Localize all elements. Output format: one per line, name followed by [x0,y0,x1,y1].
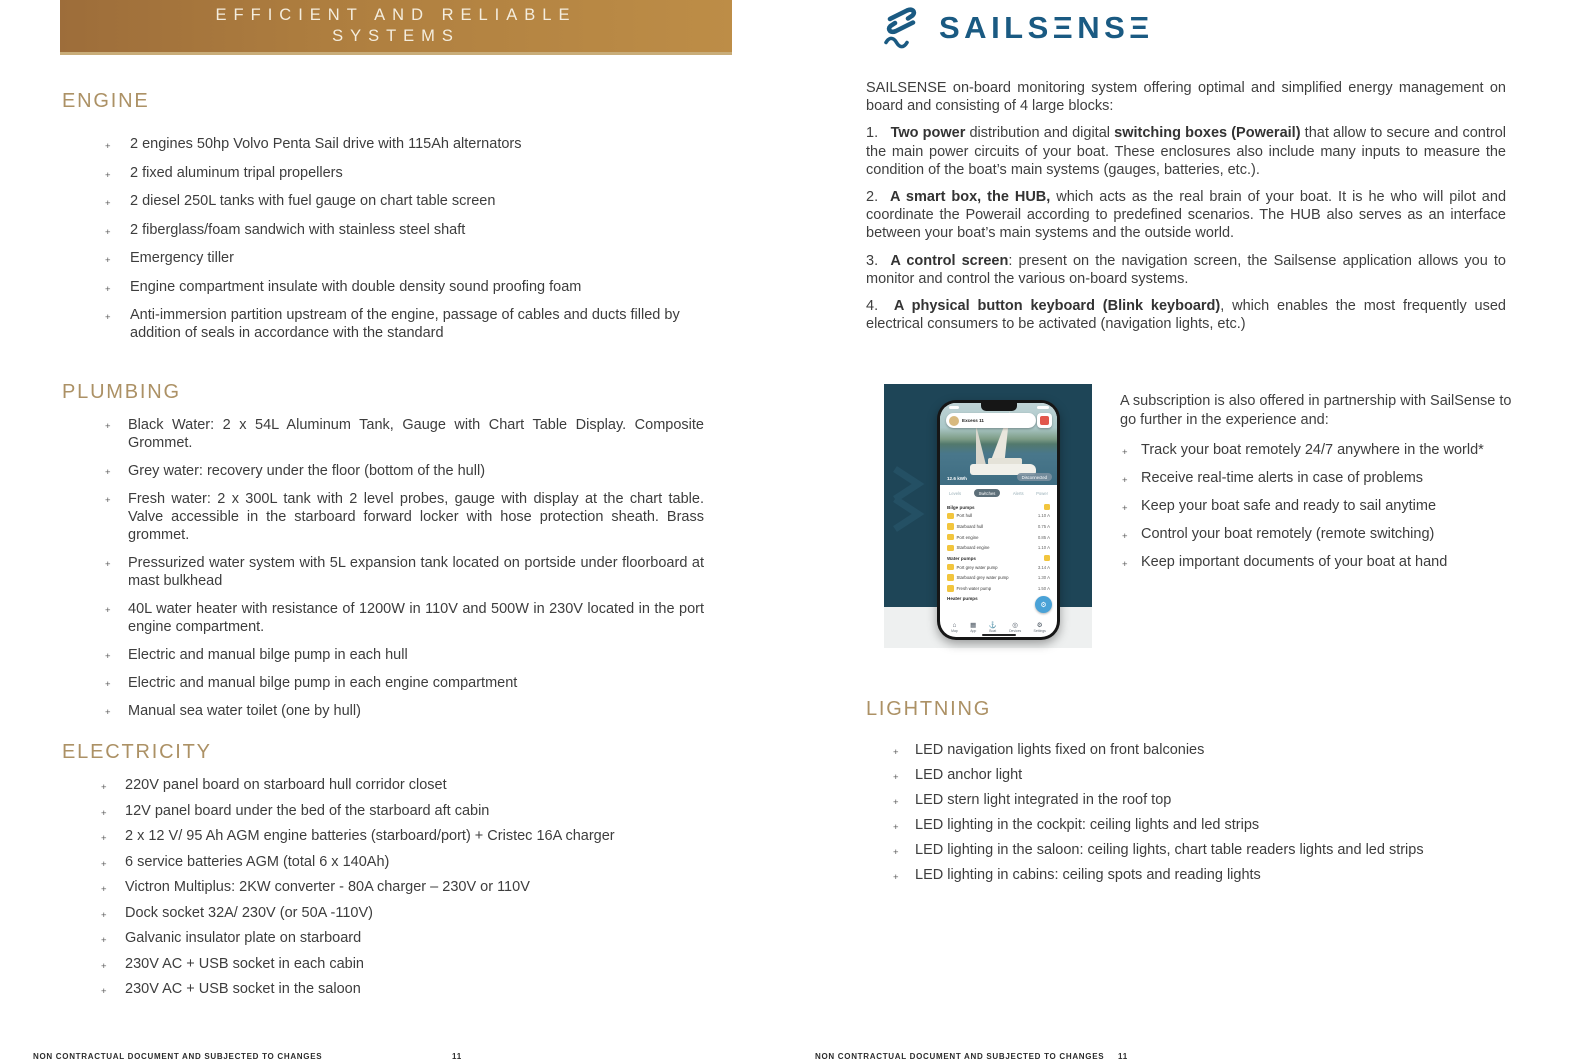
gear-icon: ⚙ [1036,622,1043,629]
list-item: + 230V AC + USB socket in the saloon [62,981,704,998]
nav-map: ⌂ Map [951,622,958,633]
pump-icon [947,545,954,552]
app-list-row [947,545,1050,552]
floating-action-button: ⚙ [1035,596,1052,613]
app-list-row [947,513,1050,520]
section-title-lightning: LIGHTNING [866,698,992,720]
row-value: 0.85 A [1037,534,1050,540]
list-item: + LED lighting in the cockpit: ceiling lights and led strips [866,817,1526,834]
section-electricity [62,741,704,1007]
smartphone [937,400,1060,640]
row-label: Starboard grey water pump [956,575,1009,581]
list-item: + LED lighting in cabins: ceiling spots and reading lights [866,867,1526,884]
bilge-pump-rows [947,513,1050,552]
footer-right-page: 11 [1118,1052,1128,1059]
boat-name: Excess 11 [962,418,984,423]
engine-list [62,136,704,342]
section-label: Bilge pumps [947,504,975,510]
sailsense-block-2: 2. A smart box, the HUB, which acts as the real brain of your boat. It is he who will pilot and coordinate the Powerail according to predefined scenarios. The HUB also serves as an interface between your boat’s main systems and the outside world. [866,189,1507,242]
app-section-header [947,555,1050,561]
app-tabs [940,485,1057,499]
list-item: + Victron Multiplus: 2KW converter - 80A charger – 230V or 110V [62,879,704,896]
list-item: + 2 fixed aluminum tripal propellers [62,165,704,183]
list-item: + Keep important documents of your boat at hand [1120,554,1512,572]
list-item: + Manual sea water toilet (one by hull) [62,702,704,720]
lightning-list [866,742,1526,884]
footer-right-text: NON CONTRACTUAL DOCUMENT AND SUBJECTED TO CHANGES [815,1052,1105,1059]
pump-icon [947,585,954,592]
section-lightning [866,698,1526,892]
section-title-electricity: ELECTRICITY [62,741,212,763]
app-list-row [947,574,1050,581]
phone-notch [981,403,1017,411]
list-item: + Pressurized water system with 5L expansion tank located on portside under floorboard at mast bulkhead [62,554,704,590]
app-bottom-nav [940,622,1057,633]
section-title-engine: ENGINE [62,90,150,112]
list-item: + Engine compartment insulate with double density sound proofing foam [62,279,704,297]
pump-icon [947,513,954,520]
list-item: + Emergency tiller [62,250,704,268]
nav-settings: ⚙ Settings [1033,622,1046,633]
list-item: + Electric and manual bilge pump in each hull [62,646,704,664]
subscription-intro: A subscription is also offered in partnership with SailSense to go further in the experience and: [1120,393,1512,428]
footer-left-page: 11 [452,1052,462,1059]
boat-profile-pill [946,413,1036,428]
connection-status-pill: Disconnected [1017,473,1052,481]
list-item: + LED anchor light [866,767,1526,784]
list-item: + LED lighting in the saloon: ceiling lights, chart table readers lights and led strips [866,842,1526,859]
list-item: + 12V panel board under the bed of the starboard aft cabin [62,803,704,820]
sailsense-logo [878,5,1154,51]
app-list-row [947,585,1050,592]
sailsense-description [866,79,1506,342]
list-item: + 220V panel board on starboard hull corridor closet [62,777,704,794]
tab-levels: Levels [949,490,962,496]
energy-readout: 12.6 kWh [947,476,967,481]
list-item: + Dock socket 32A/ 230V (or 50A -110V) [62,905,704,922]
row-label: Fresh water pump [956,585,992,591]
app-promo-card [884,384,1092,648]
subscription-list [1120,442,1512,572]
list-item: + 230V AC + USB socket in each cabin [62,956,704,973]
list-item: + Electric and manual bilge pump in each engine compartment [62,674,704,692]
list-item: + 2 x 12 V/ 95 Ah AGM engine batteries (starboard/port) + Cristec 16A charger [62,828,704,845]
section-title-plumbing: PLUMBING [62,381,181,403]
pump-group-icon [1044,504,1050,510]
nav-app: ▦ App [970,622,977,633]
section-label: Water pumps [947,555,976,561]
row-label: Port grey water pump [956,564,998,570]
list-item: + 40L water heater with resistance of 1200W in 110V and 500W in 230V located in the port engine compartment. [62,600,704,636]
list-item: + 2 fiberglass/foam sandwich with stainless steel shaft [62,222,704,240]
list-item: + Keep your boat safe and ready to sail anytime [1120,498,1512,516]
map-icon: ⌂ [952,622,957,629]
list-item: + Receive real-time alerts in case of problems [1120,470,1512,488]
subscription-block [1120,392,1512,582]
plumbing-list [62,416,704,720]
anchor-icon: ⚓ [988,622,997,629]
sailsense-block-3: 3. A control screen: present on the navigation screen, the Sailsense application allows you to monitor and control the various on-board systems. [866,252,1506,287]
alert-icon [1040,416,1049,425]
list-item: + Fresh water: 2 x 300L tank with 2 level probes, gauge with display at the chart table. Valve accessible in the starboard forward locker with hose protection sheath. Brass grommet. [62,490,704,544]
list-item: + Galvanic insulator plate on starboard [62,930,704,947]
phone-screen [940,403,1057,637]
pump-group-icon [1044,555,1050,561]
tab-switches: Switches [974,489,1001,497]
pump-icon [947,564,954,571]
tab-power: Power [1036,490,1048,496]
boat-photo [940,403,1057,485]
devices-icon: ◎ [1012,622,1018,629]
section-label: Heater pumps [947,595,978,601]
app-list-row [947,564,1050,571]
list-item: + Black Water: 2 x 54L Aluminum Tank, Gauge with Chart Table Display. Composite Grommet. [62,416,704,452]
alert-button [1037,413,1052,428]
banner-line2: SYSTEMS [332,27,460,45]
sailsense-block-1: 1. Two power distribution and digital switching boxes (Powerail) that allow to secure and control the main power circuits of your boat. These enclosures also include many inputs to measure the condition of the boat’s main systems (gauges, batteries, etc.). [866,125,1506,178]
list-item: + 2 diesel 250L tanks with fuel gauge on chart table screen [62,193,704,211]
tab-alerts: Alerts [1012,490,1024,496]
list-item: + Grey water: recovery under the floor (bottom of the hull) [62,462,704,480]
section-engine [62,90,704,353]
banner [60,0,732,55]
app-list-row [947,534,1050,541]
sailsense-wordmark: SAILSΞNSΞ [939,10,1154,45]
list-item: + LED navigation lights fixed on front balconies [866,742,1526,759]
pump-icon [947,534,954,541]
row-label: Port engine [956,534,979,540]
list-item: + Control your boat remotely (remote switching) [1120,526,1512,544]
app-list [940,499,1057,601]
row-value: 0.75 A [1037,523,1050,529]
nav-devices: ◎ Devices [1009,622,1022,633]
app-list-row [947,523,1050,530]
list-item: + LED stern light integrated in the roof top [866,792,1526,809]
app-icon: ▦ [970,622,977,629]
row-value: 1.10 A [1037,513,1050,519]
row-label: Port hull [956,513,973,519]
nav-boat: ⚓ Boat [988,622,997,633]
list-item: + Track your boat remotely 24/7 anywhere in the world* [1120,442,1512,460]
section-plumbing [62,381,704,730]
sailsense-knot-icon [878,6,928,50]
footer-left-text: NON CONTRACTUAL DOCUMENT AND SUBJECTED TO CHANGES [33,1052,323,1059]
row-label: Starboard engine [956,545,990,551]
list-item: + Anti-immersion partition upstream of the engine, passage of cables and ducts filled by addition of seals in accordance with the standard [62,307,704,342]
app-section-header [947,504,1050,510]
electricity-list [62,777,704,998]
boat-jib-sail [976,425,986,465]
banner-line1: EFFICIENT AND RELIABLE [215,6,577,24]
list-item: + 2 engines 50hp Volvo Penta Sail drive with 115Ah alternators [62,136,704,154]
row-value: 1.30 A [1037,575,1050,581]
water-pump-rows [947,564,1050,592]
row-value: 3.14 A [1037,564,1050,570]
row-value: 1.10 A [1037,545,1050,551]
sailsense-intro: SAILSENSE on-board monitoring system offering optimal and simplified energy management on board and consisting of 4 large blocks: [866,80,1506,115]
row-value: 1.50 A [1037,585,1050,591]
home-indicator [982,634,1016,637]
list-item: + 6 service batteries AGM (total 6 x 140Ah) [62,854,704,871]
pump-icon [947,574,954,581]
sailsense-block-4: 4. A physical button keyboard (Blink keyboard), which enables the most frequently used electrical consumers to be activated (navigation lights, etc.) [866,298,1506,333]
row-label: Starboard hull [956,523,984,529]
pump-icon [947,523,954,530]
statusbar-battery-icon [1037,406,1049,409]
app-section-header [947,596,1050,601]
avatar [949,416,959,426]
statusbar-time [949,406,959,409]
